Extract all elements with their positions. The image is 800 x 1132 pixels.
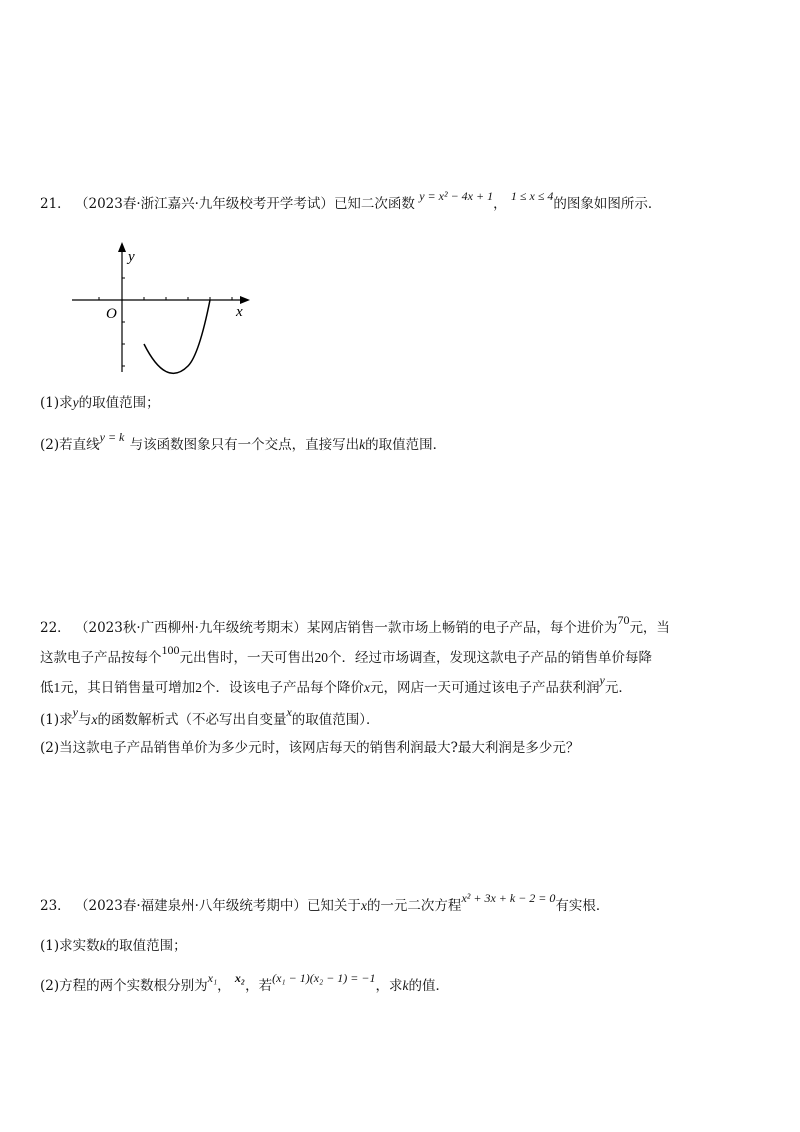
q21-domain-expr: 1 ≤ x ≤ 4	[510, 189, 554, 203]
q22-text-3e: 元．	[604, 680, 632, 696]
q22-part1-y: y	[72, 705, 78, 719]
q23-var: x	[360, 898, 367, 913]
q21-part2-var: k	[359, 437, 366, 452]
q22-text-1b: 元，当	[629, 620, 670, 636]
q23-intro: 已知关于	[306, 898, 361, 914]
q23-part1-a: (1)求实数	[40, 938, 100, 954]
q22-text-3c: 个．设该电子产品每个降价	[202, 680, 364, 696]
q22-line1	[40, 613, 670, 638]
q21-comma: ，	[493, 196, 507, 212]
q23-equation: x² + 3x + k − 2 = 0	[461, 891, 556, 905]
q22-part1-x2: x	[286, 705, 292, 719]
q21-part1	[40, 393, 160, 413]
q21-function-expr: y = x² − 4x + 1	[419, 189, 494, 203]
q21-part2-rest: 的取值范围．	[365, 437, 447, 453]
q22-part1-b: 与	[77, 712, 92, 728]
q23-part2-cond: (x₁ − 1)(x₂ − 1) = −1	[272, 971, 376, 985]
q22-var-x: x	[364, 680, 370, 695]
y-axis-label: y	[128, 249, 135, 265]
q21-tail: 的图象如图所示．	[553, 196, 662, 212]
q23-number: 23．	[40, 898, 71, 914]
q22-sold: 20	[314, 650, 328, 665]
q21-part2-mid: 与该函数图象只有一个交点，直接写出	[129, 437, 360, 453]
q22-cost: 70	[617, 613, 630, 627]
parabola-curve	[144, 300, 210, 373]
q22-text-3d: 元，网店一天可通过该电子产品获利润	[370, 680, 600, 696]
q22-source: （2023秋·广西柳州·九年级统考期末）	[74, 620, 307, 636]
q22-part1-a: (1)求	[40, 712, 73, 728]
q22-var-y: y	[599, 673, 605, 687]
q23-source: （2023春·福建泉州·八年级统考期中）	[74, 898, 307, 914]
y-axis-arrow	[118, 242, 126, 252]
q23-part2-sep: ，	[217, 978, 231, 994]
x-axis-label: x	[236, 304, 243, 320]
q22-line3	[40, 673, 632, 698]
q22-text-1a: 某网店销售一款市场上畅销的电子产品，每个进价为	[306, 620, 618, 636]
q21-part1-var: y	[72, 395, 79, 410]
q22-text-2a: 这款电子产品按每个	[40, 650, 162, 666]
q23-part2-x1: x₁	[207, 971, 218, 985]
q23-part2-a: (2)方程的两个实数根分别为	[40, 978, 208, 994]
q23-part2-c: ，求	[375, 978, 403, 994]
q22-price: 100	[161, 643, 180, 657]
q23-part1-b: 的取值范围；	[105, 938, 187, 954]
q22-text-3a: 低	[40, 680, 54, 696]
q22-part1-d: 的取值范围）．	[291, 712, 380, 728]
q22-part1-c: 的函数解析式（不必写出自变量	[97, 712, 287, 728]
q22-part1	[40, 705, 380, 730]
q23-tail: 有实根．	[555, 898, 610, 914]
q22-number: 22．	[40, 620, 71, 636]
q21-part2-label: (2)若直线	[40, 437, 100, 453]
origin-label: O	[106, 306, 117, 322]
q21-number: 21．	[40, 196, 71, 212]
q22-add: 2	[195, 680, 202, 695]
q22-text-2c: 个．经过市场调查，发现这款电子产品的销售单价每降	[328, 650, 652, 666]
q22-text-2b: 元出售时，一天可售出	[179, 650, 315, 666]
x-axis-arrow	[240, 296, 250, 304]
q23-part1	[40, 936, 187, 956]
q23-part2-k: k	[402, 978, 409, 993]
q21-source: （2023春·浙江嘉兴·九年级校考开学考试）	[74, 196, 334, 212]
q21-part2	[40, 430, 447, 455]
q21-part2-expr: y = k	[99, 430, 125, 444]
q22-line2	[40, 643, 652, 668]
q21-part1-label: (1)求	[40, 395, 73, 411]
q23-part2-x2: x₂	[234, 971, 246, 985]
q23-part2-b: ，若	[245, 978, 273, 994]
q21-part1-rest: 的取值范围；	[78, 395, 160, 411]
q22-drop: 1	[53, 680, 61, 695]
q23-mid: 的一元二次方程	[366, 898, 462, 914]
q22-part1-x: x	[91, 712, 98, 727]
q23-part2-d: 的值．	[408, 978, 449, 994]
q21-function-graph	[66, 236, 266, 378]
q21-intro: 已知二次函数	[333, 196, 415, 212]
q22-text-3b: 元，其日销售量可增加	[60, 680, 196, 696]
q23-part1-k: k	[99, 938, 106, 953]
q23-stem	[40, 891, 610, 916]
q23-part2	[40, 971, 449, 996]
q21-stem	[40, 189, 662, 214]
q22-part2: (2)当这款电子产品销售单价为多少元时，该网店每天的销售利润最大?最大利润是多少元？	[40, 740, 580, 756]
